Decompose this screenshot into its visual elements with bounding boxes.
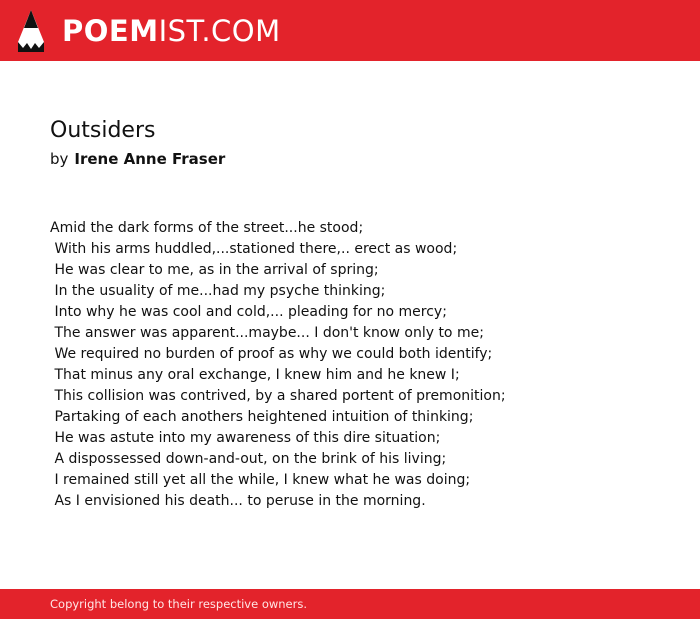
site-footer bbox=[0, 589, 700, 619]
by-label: by bbox=[50, 150, 69, 168]
poem-line: In the usuality of me...had my psyche thinking; bbox=[50, 283, 386, 299]
poem-line: Amid the dark forms of the street...he stood; bbox=[50, 220, 364, 236]
poem-line: The answer was apparent...maybe... I don't know only to me; bbox=[50, 325, 484, 341]
poem-line: With his arms huddled,...stationed there,.. erect as wood; bbox=[50, 241, 458, 257]
poem-line: He was clear to me, as in the arrival of spring; bbox=[50, 262, 379, 278]
brand-light: IST.COM bbox=[158, 14, 281, 48]
poem-line: Into why he was cool and cold,... pleading for no mercy; bbox=[50, 304, 447, 320]
poem-line: This collision was contrived, by a shared portent of premonition; bbox=[50, 388, 506, 404]
poem-line: I remained still yet all the while, I knew what he was doing; bbox=[50, 472, 471, 488]
poem-body bbox=[50, 218, 650, 512]
author-name[interactable]: Irene Anne Fraser bbox=[74, 150, 226, 168]
poem-line: A dispossessed down-and-out, on the brink of his living; bbox=[50, 451, 447, 467]
poem-byline bbox=[50, 149, 225, 169]
brand-bold: POEM bbox=[62, 14, 159, 48]
pencil-tip-icon[interactable] bbox=[18, 10, 44, 52]
poem-line: That minus any oral exchange, I knew him and he knew I; bbox=[50, 367, 460, 383]
poem-line: As I envisioned his death... to peruse in the morning. bbox=[50, 493, 426, 509]
copyright-text: Copyright belong to their respective owners. bbox=[50, 597, 308, 611]
site-header bbox=[0, 0, 700, 61]
site-logo-text[interactable] bbox=[62, 13, 281, 49]
poem-title: Outsiders bbox=[50, 118, 156, 143]
poem-line: He was astute into my awareness of this dire situation; bbox=[50, 430, 441, 446]
poem-line: Partaking of each anothers heightened intuition of thinking; bbox=[50, 409, 474, 425]
poem-line: We required no burden of proof as why we could both identify; bbox=[50, 346, 493, 362]
